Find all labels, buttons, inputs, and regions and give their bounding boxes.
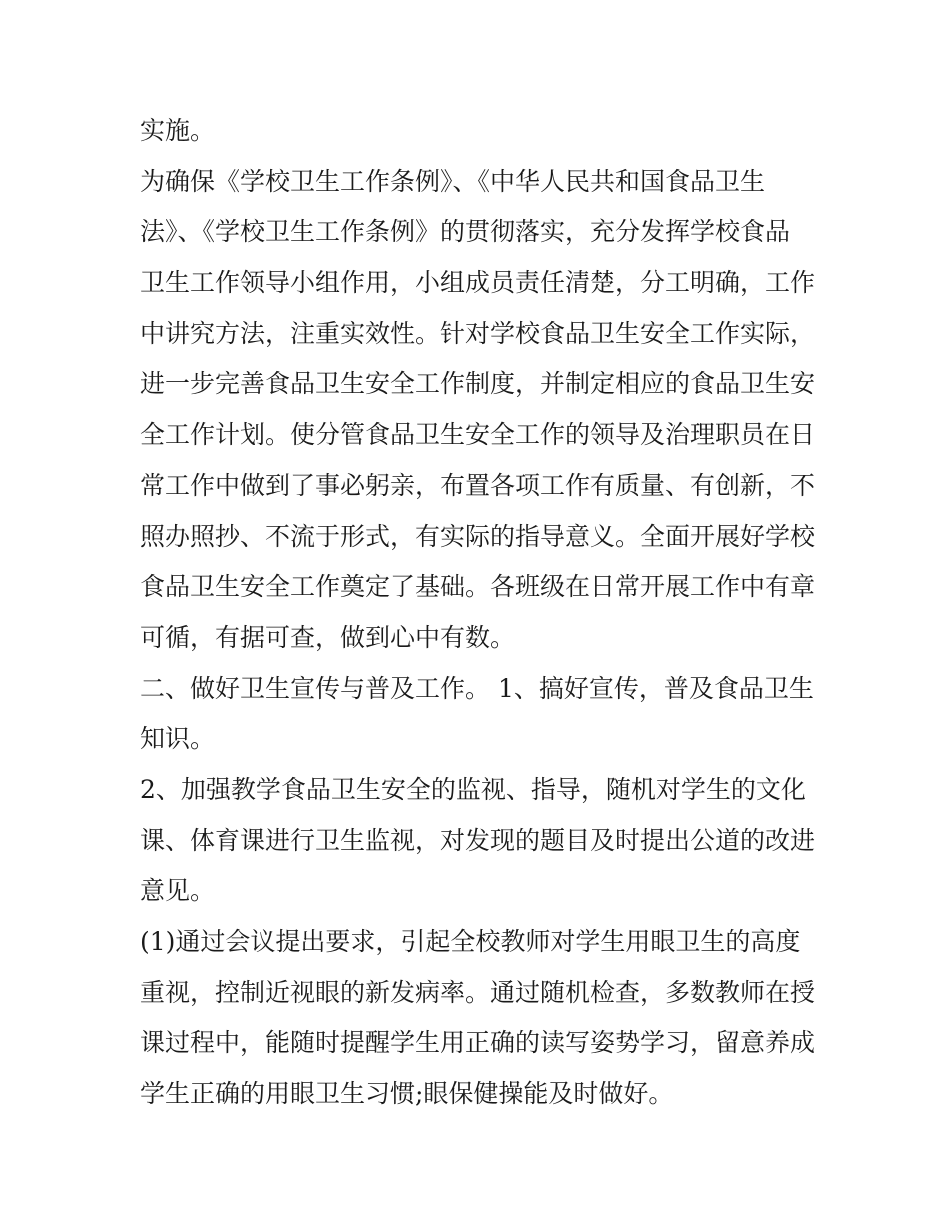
text-line: 2、加强教学食品卫生安全的监视、指导，随机对学生的文化 bbox=[140, 774, 806, 804]
text-line: 法》、《学校卫生工作条例》的贯彻落实，充分发挥学校食品 bbox=[140, 217, 791, 247]
text-line: 进一步完善食品卫生安全工作制度，并制定相应的食品卫生安 bbox=[140, 369, 816, 399]
text-line: 重视，控制近视眼的新发病率。通过随机检查，多数教师在授 bbox=[140, 977, 816, 1007]
body-text bbox=[140, 106, 820, 1120]
text-line: 可循，有据可查，做到心中有数。 bbox=[140, 622, 516, 652]
text-line: 课过程中，能随时提醒学生用正确的读写姿势学习，留意养成 bbox=[140, 1028, 816, 1058]
text-line: 知识。 bbox=[140, 724, 216, 754]
text-line: 学生正确的用眼卫生习惯;眼保健操能及时做好。 bbox=[140, 1079, 674, 1109]
text-line: 中讲究方法，注重实效性。针对学校食品卫生安全工作实际， bbox=[140, 318, 816, 348]
text-line: 二、做好卫生宣传与普及工作。 1、搞好宣传，普及食品卫生 bbox=[140, 673, 814, 703]
text-line: 意见。 bbox=[140, 876, 216, 906]
text-line: 食品卫生安全工作奠定了基础。各班级在日常开展工作中有章 bbox=[140, 572, 816, 602]
text-line: 卫生工作领导小组作用，小组成员责任清楚，分工明确，工作 bbox=[140, 268, 816, 298]
text-line: 照办照抄、不流于形式，有实际的指导意义。全面开展好学校 bbox=[140, 521, 816, 551]
text-line: 常工作中做到了事必躬亲，布置各项工作有质量、有创新，不 bbox=[140, 470, 816, 500]
text-line: 课、体育课进行卫生监视，对发现的题目及时提出公道的改进 bbox=[140, 825, 816, 855]
text-line: 全工作计划。使分管食品卫生安全工作的领导及治理职员在日 bbox=[140, 420, 816, 450]
text-line: (1)通过会议提出要求，引起全校教师对学生用眼卫生的高度 bbox=[140, 927, 801, 956]
text-line: 为确保《学校卫生工作条例》、《中华人民共和国食品卫生 bbox=[140, 166, 766, 196]
text-line: 实施。 bbox=[140, 116, 216, 145]
